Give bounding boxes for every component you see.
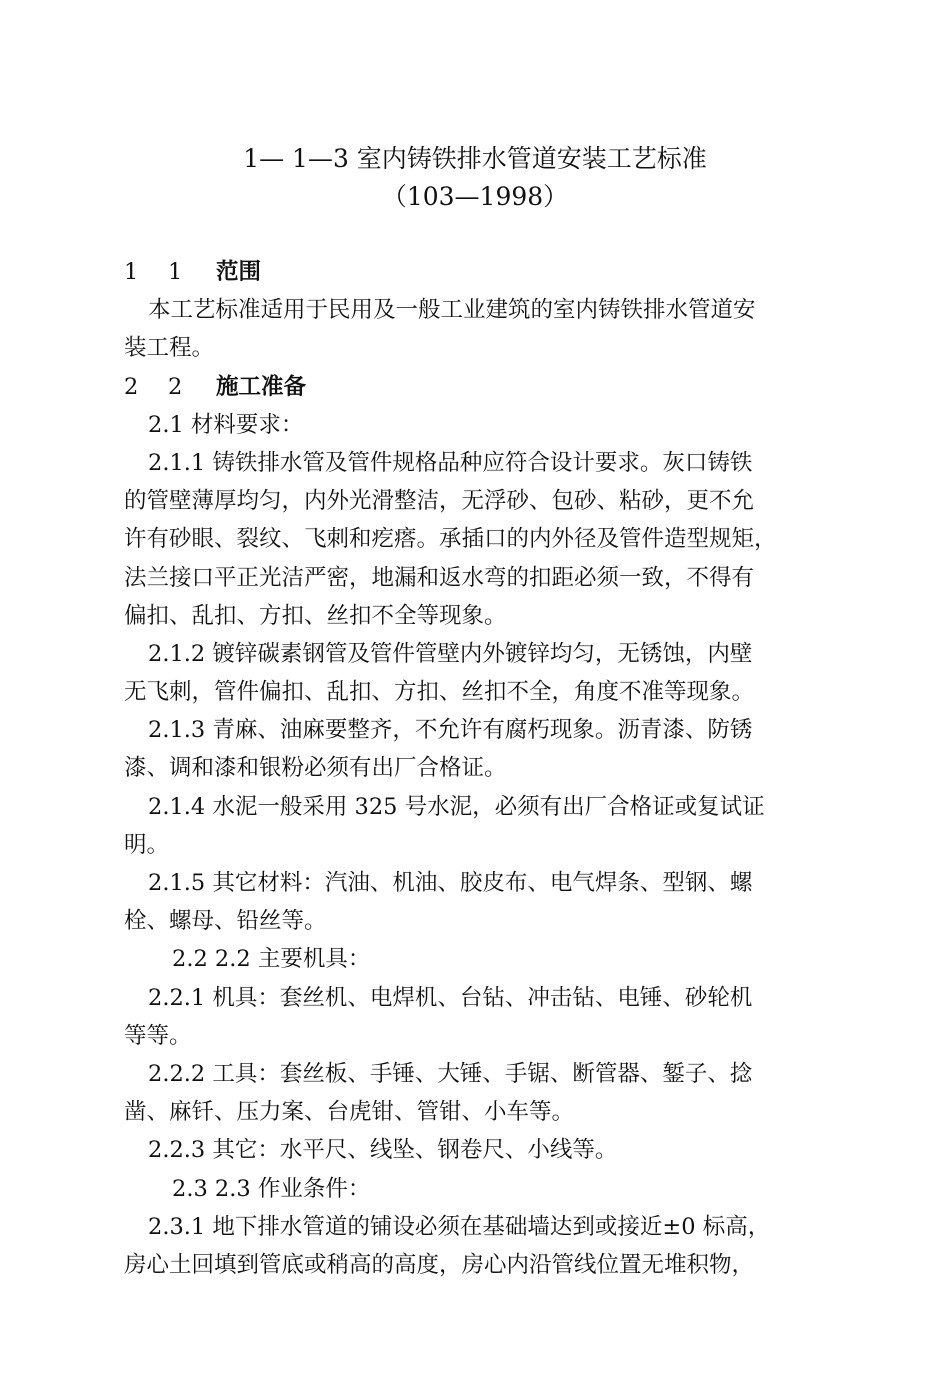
paragraph-line: 2.2.2 工具：套丝板、手锤、大锤、手锯、断管器、錾子、捻 (148, 1060, 753, 1087)
paragraph-line: 无飞刺，管件偏扣、乱扣、方扣、丝扣不全，角度不准等现象。 (124, 679, 755, 706)
paragraph-line: 凿、麻钎、压力案、台虎钳、管钳、小车等。 (124, 1099, 575, 1126)
document-body (124, 253, 836, 1284)
paragraph-line: 2.1.1 铸铁排水管及管件规格品种应符合设计要求。灰口铸铁 (148, 449, 753, 476)
paragraph-line: 等等。 (124, 1022, 192, 1049)
paragraph-line: 本工艺标准适用于民用及一般工业建筑的室内铸铁排水管道安 (148, 297, 756, 324)
paragraph-line: 的管壁薄厚均匀，内外光滑整洁，无浮砂、包砂、粘砂，更不允 (124, 488, 755, 515)
section-number: 1 (124, 259, 139, 285)
section-number: 2 (168, 373, 183, 400)
paragraph-line: 装工程。 (124, 335, 215, 362)
paragraph-line: 房心土回填到管底或稍高的高度，房心内沿管线位置无堆积物， (124, 1251, 755, 1278)
paragraph-line: 漆、调和漆和银粉必须有出厂合格证。 (124, 755, 507, 782)
subsection-heading: 2.2 2.2 主要机具： (172, 946, 371, 973)
subsection-heading: 2.1 材料要求： (148, 411, 304, 438)
section-title: 范围 (216, 259, 262, 285)
section-title: 施工准备 (216, 373, 307, 400)
paragraph-line: 2.1.5 其它材料：汽油、机油、胶皮布、电气焊条、型钢、螺 (148, 870, 753, 896)
paragraph-line: 明。 (124, 831, 170, 858)
paragraph-line: 2.3.1 地下排水管道的铺设必须在基础墙达到或接近±0 标高， (148, 1213, 771, 1240)
paragraph-line: 2.1.4 水泥一般采用 325 号水泥，必须有出厂合格证或复试证 (148, 793, 765, 820)
section-number: 2 (124, 373, 139, 400)
paragraph-line: 栓、螺母、铅丝等。 (124, 908, 327, 935)
section-number: 1 (168, 259, 183, 285)
document-subtitle: （103—1998） (381, 182, 569, 211)
paragraph-line: 2.1.2 镀锌碳素钢管及管件管壁内外镀锌均匀，无锈蚀，内壁 (148, 640, 753, 667)
paragraph-line: 2.1.3 青麻、油麻要整齐，不允许有腐朽现象。沥青漆、防锈 (148, 717, 753, 744)
section-heading-preparation (124, 368, 836, 406)
section-heading-scope (124, 253, 836, 291)
document-title: 1— 1—3 室内铸铁排水管道安装工艺标准 (243, 144, 707, 173)
paragraph-line: 2.2.3 其它：水平尺、线坠、钢卷尺、小线等。 (148, 1137, 618, 1164)
paragraph-line: 偏扣、乱扣、方扣、丝扣不全等现象。 (124, 602, 507, 629)
subsection-heading: 2.3 2.3 作业条件： (172, 1175, 371, 1202)
paragraph-line: 2.2.1 机具：套丝机、电焊机、台钻、冲击钻、电锤、砂轮机 (148, 984, 753, 1011)
paragraph-line: 法兰接口平正光洁严密，地漏和返水弯的扣距必须一致，不得有 (124, 564, 755, 591)
paragraph-line: 许有砂眼、裂纹、飞刺和疙瘩。承插口的内外径及管件造型规矩， (124, 526, 777, 553)
